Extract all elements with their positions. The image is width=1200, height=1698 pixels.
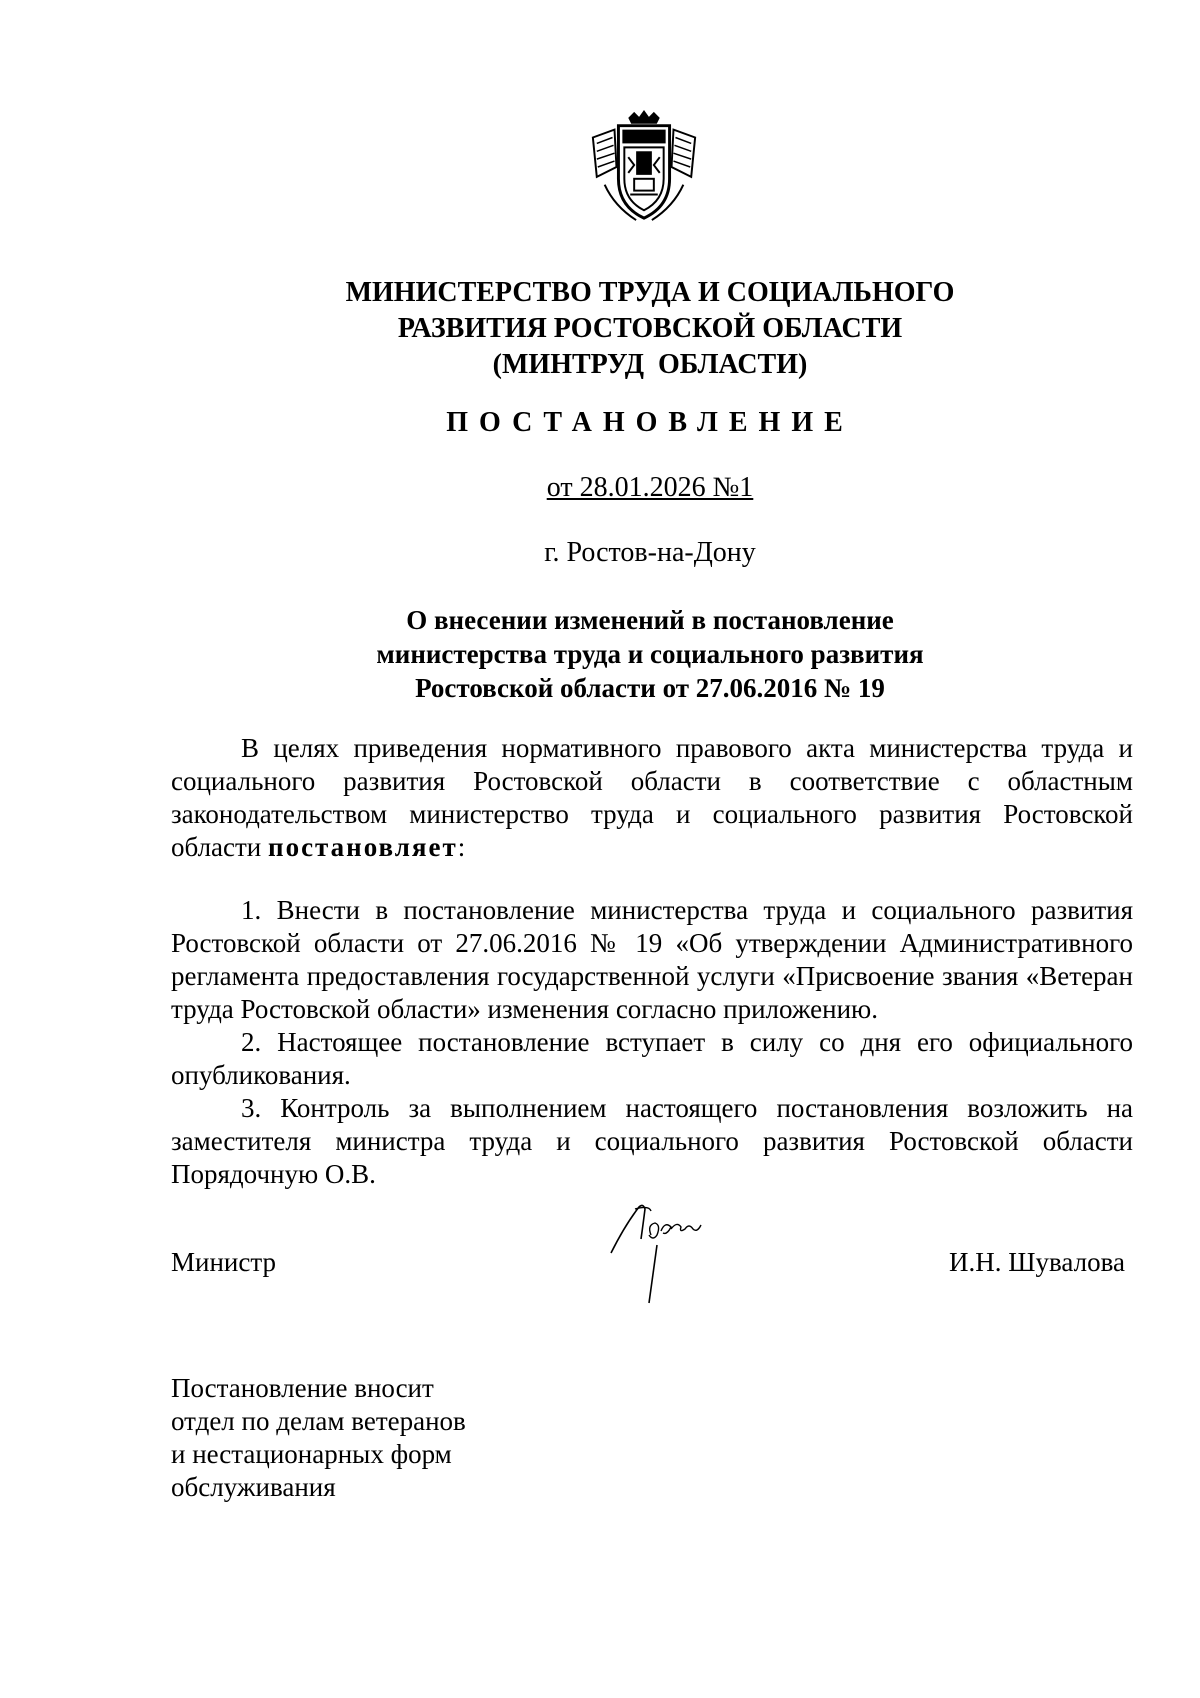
- resolution-item-2: 2. Настоящее постановление вступает в силу со дня его официального опубликования.: [171, 1027, 1133, 1090]
- handwritten-signature-icon: [605, 1195, 715, 1310]
- preamble-keyword: постановляет: [268, 832, 458, 862]
- subject-line-1: О внесении изменений в постановление: [406, 605, 894, 635]
- resolution-items: [171, 894, 1133, 1191]
- date-number-text: от 28.01.2026 №1: [546, 472, 754, 503]
- subject-line-2: министерства труда и социального развития: [376, 639, 924, 669]
- org-line-2: РАЗВИТИЯ РОСТОВСКОЙ ОБЛАСТИ: [397, 313, 903, 344]
- org-line-3: (МИНТРУД ОБЛАСТИ): [492, 349, 808, 380]
- organization-name: [175, 275, 1125, 383]
- footer-line-1: Постановление вносит: [171, 1373, 434, 1403]
- resolution-item-3: 3. Контроль за выполнением настоящего постановления возложить на заместителя министра труда и социального развития Ростовской области Порядочную О.В.: [171, 1093, 1133, 1189]
- org-line-1: МИНИСТЕРСТВО ТРУДА И СОЦИАЛЬНОГО: [345, 277, 955, 308]
- signatory-role: Министр: [171, 1247, 276, 1277]
- document-subject: [175, 603, 1125, 705]
- footer-line-2: отдел по делам ветеранов: [171, 1406, 466, 1436]
- preamble-tail: :: [457, 832, 466, 862]
- document-city: г. Ростов-на-Дону: [544, 537, 756, 568]
- coat-of-arms-icon: [585, 108, 703, 226]
- document-date-number: [175, 470, 1125, 506]
- footer-line-4: обслуживания: [171, 1472, 336, 1502]
- subject-line-3: Ростовской области от 27.06.2016 № 19: [415, 673, 885, 703]
- signatory-name: И.Н. Шувалова: [949, 1247, 1125, 1277]
- footer-line-3: и нестационарных форм: [171, 1439, 452, 1469]
- preamble-paragraph: [171, 732, 1133, 864]
- submitting-department-note: [171, 1372, 531, 1504]
- preamble-text: В целях приведения нормативного правового акта министерства труда и социального развития Ростовской области в соответствие с областным законодательством министерство труда и социального развития Ростовской области: [171, 733, 1133, 862]
- document-type: ПОСТАНОВЛЕНИЕ: [446, 407, 854, 438]
- resolution-item-1: 1. Внести в постановление министерства труда и социального развития Ростовской области от 27.06.2016 № 19 «Об утверждении Административного регламента предоставления государственной услуги «Присвоение звания «Ветеран труда Ростовской области» изменения согласно приложению.: [171, 895, 1133, 1024]
